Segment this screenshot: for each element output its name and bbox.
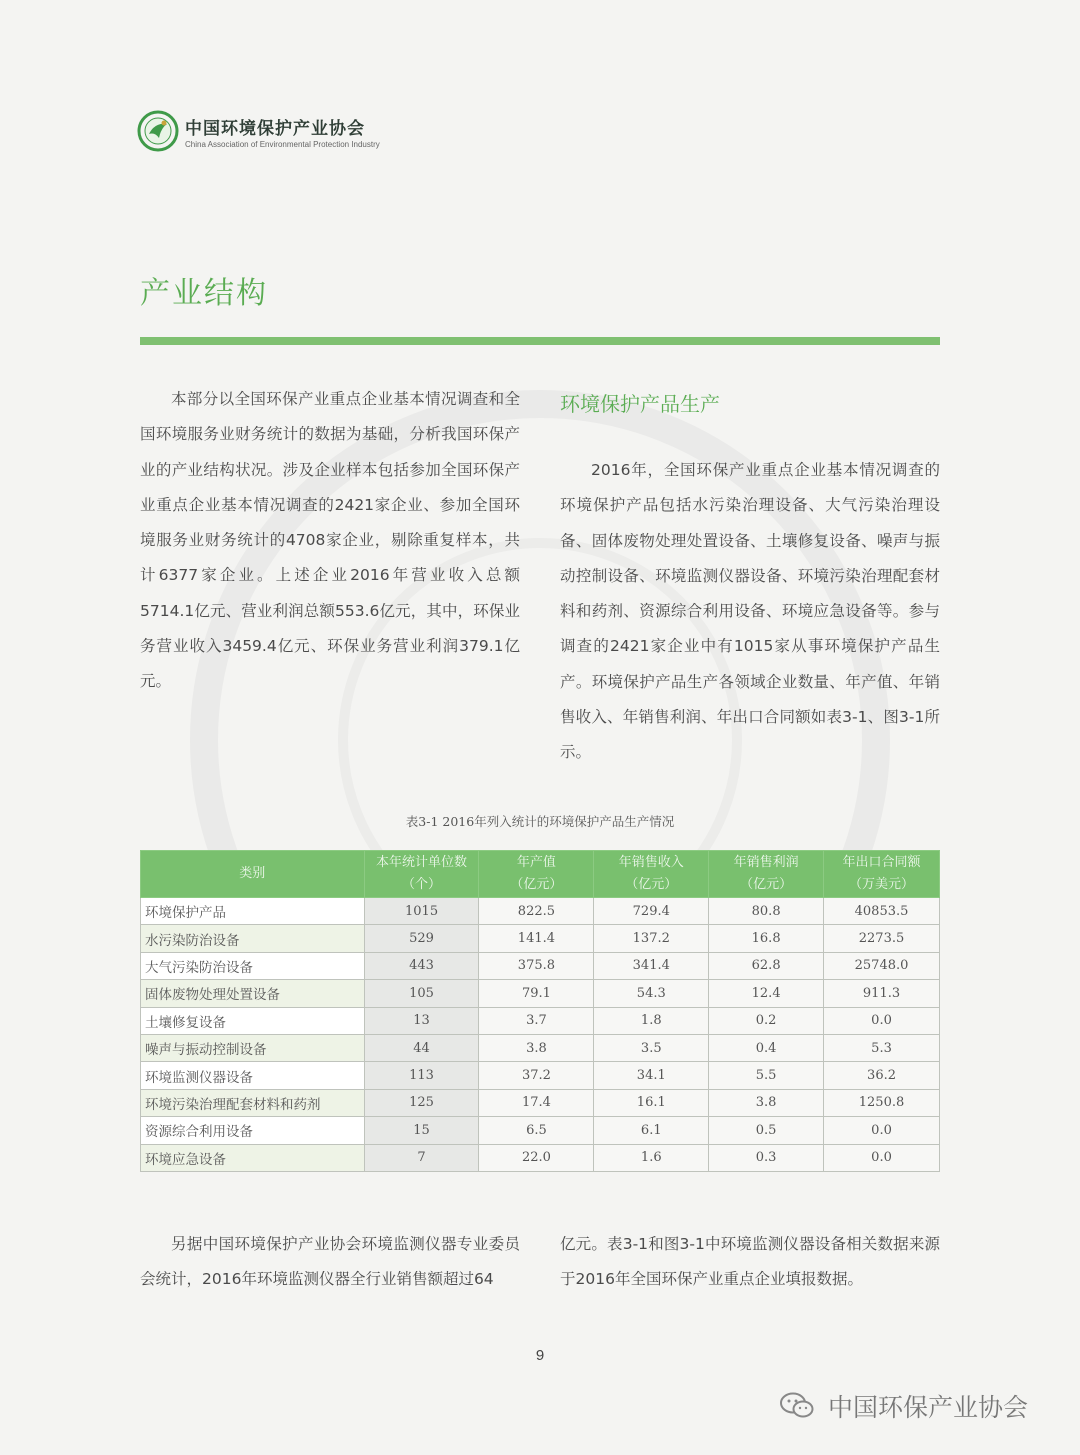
table-cell-value: 16.1 — [594, 1089, 709, 1116]
table-cell-category: 土壤修复设备 — [141, 1007, 365, 1034]
table-cell-value: 37.2 — [479, 1062, 594, 1089]
org-emblem-icon — [137, 110, 179, 152]
table-cell-category: 环境监测仪器设备 — [141, 1062, 365, 1089]
table-cell-value: 79.1 — [479, 980, 594, 1007]
table-cell-category: 噪声与振动控制设备 — [141, 1034, 365, 1061]
section-title: 产业结构 — [140, 276, 268, 311]
table-cell-category: 水污染防治设备 — [141, 925, 365, 952]
table-cell-value: 911.3 — [824, 980, 940, 1007]
table-cell-value: 80.8 — [709, 898, 824, 925]
table-cell-value: 822.5 — [479, 898, 594, 925]
table-cell-value: 3.8 — [479, 1034, 594, 1061]
table-cell-value: 22.0 — [479, 1144, 594, 1171]
table-cell-value: 6.1 — [594, 1117, 709, 1144]
table-cell-category: 环境保护产品 — [141, 898, 365, 925]
header-sales-revenue: 年销售收入 （亿元） — [594, 851, 709, 898]
table-cell-value: 1015 — [364, 898, 479, 925]
table-row — [141, 898, 940, 925]
table-cell-value: 375.8 — [479, 952, 594, 979]
table-cell-value: 34.1 — [594, 1062, 709, 1089]
wechat-icon — [780, 1392, 814, 1420]
table-cell-value: 6.5 — [479, 1117, 594, 1144]
table-cell-value: 1.8 — [594, 1007, 709, 1034]
table-cell-value: 5.5 — [709, 1062, 824, 1089]
table-cell-value: 13 — [364, 1007, 479, 1034]
header-category: 类别 — [141, 851, 365, 898]
table-cell-value: 44 — [364, 1034, 479, 1061]
subsection-paragraph: 2016年，全国环保产业重点企业基本情况调查的环境保护产品包括水污染治理设备、大气污染治理设备、固体废物处理处置设备、土壤修复设备、噪声与振动控制设备、环境监测仪器设备、环境污染治理配套材料和药剂、资源综合利用设备、环境应急设备等。参与调查的2421家企业中有1015家从事环境保护产品生产。环境保护产品生产各领域企业数量、年产值、年销售收入、年销售利润、年出口合同额如表3-1、图3-1所示。 — [560, 461, 940, 762]
section-divider — [140, 337, 940, 345]
header-unit-count: 本年统计单位数 （个） — [364, 851, 479, 898]
table-cell-value: 2273.5 — [824, 925, 940, 952]
wechat-account-name: 中国环保产业协会 — [828, 1393, 1029, 1422]
table-cell-value: 0.2 — [709, 1007, 824, 1034]
table-cell-category: 环境污染治理配套材料和药剂 — [141, 1089, 365, 1116]
table-row — [141, 1089, 940, 1116]
org-logo — [137, 110, 380, 152]
table-cell-value: 0.4 — [709, 1034, 824, 1061]
table-cell-value: 3.8 — [709, 1089, 824, 1116]
table-header-row — [141, 851, 940, 898]
table-cell-value: 141.4 — [479, 925, 594, 952]
table-row — [141, 1007, 940, 1034]
table-cell-value: 5.3 — [824, 1034, 940, 1061]
page-number: 9 — [535, 1347, 545, 1364]
table-cell-value: 1.6 — [594, 1144, 709, 1171]
table-row — [141, 952, 940, 979]
table-cell-value: 7 — [364, 1144, 479, 1171]
table-row — [141, 1062, 940, 1089]
table-cell-value: 12.4 — [709, 980, 824, 1007]
closing-paragraph-left: 另据中国环境保护产业协会环境监测仪器专业委员会统计，2016年环境监测仪器全行业销售额超过64 — [140, 1235, 520, 1289]
table-cell-value: 113 — [364, 1062, 479, 1089]
table-cell-category: 环境应急设备 — [141, 1144, 365, 1171]
intro-paragraph: 本部分以全国环保产业重点企业基本情况调查和全国环境服务业财务统计的数据为基础，分析我国环保产业的产业结构状况。涉及企业样本包括参加全国环保产业重点企业基本情况调查的2421家企业、参加全国环境服务业财务统计的4708家企业，剔除重复样本，共计6377家企业。上述企业2016年营业收入总额5714.1亿元、营业利润总额553.6亿元，其中，环保业务营业收入3459.4亿元、环保业务营业利润379.1亿元。 — [140, 390, 520, 691]
org-name-en: China Association of Environmental Protection Industry — [185, 139, 380, 149]
wechat-watermark — [780, 1388, 1028, 1424]
table-cell-value: 0.0 — [824, 1007, 940, 1034]
table-cell-value: 529 — [364, 925, 479, 952]
table-cell-category: 固体废物处理处置设备 — [141, 980, 365, 1007]
table-cell-category: 大气污染防治设备 — [141, 952, 365, 979]
subsection-title: 环境保护产品生产 — [560, 392, 720, 416]
table-cell-value: 0.5 — [709, 1117, 824, 1144]
table-cell-value: 105 — [364, 980, 479, 1007]
table-cell-value: 443 — [364, 952, 479, 979]
table-row — [141, 1034, 940, 1061]
table-cell-value: 16.8 — [709, 925, 824, 952]
table-cell-value: 125 — [364, 1089, 479, 1116]
table-cell-value: 1250.8 — [824, 1089, 940, 1116]
table-cell-value: 729.4 — [594, 898, 709, 925]
header-export-contract: 年出口合同额 （万美元） — [824, 851, 940, 898]
header-sales-profit: 年销售利润 （亿元） — [709, 851, 824, 898]
table-cell-value: 137.2 — [594, 925, 709, 952]
header-output-value: 年产值 （亿元） — [479, 851, 594, 898]
org-name-cn: 中国环境保护产业协会 — [185, 118, 365, 139]
table-cell-value: 0.0 — [824, 1117, 940, 1144]
table-cell-value: 25748.0 — [824, 952, 940, 979]
table-row — [141, 1117, 940, 1144]
table-row — [141, 925, 940, 952]
table-row — [141, 1144, 940, 1171]
table-cell-value: 341.4 — [594, 952, 709, 979]
table-cell-value: 17.4 — [479, 1089, 594, 1116]
table-cell-value: 3.5 — [594, 1034, 709, 1061]
table-cell-value: 54.3 — [594, 980, 709, 1007]
table-cell-value: 40853.5 — [824, 898, 940, 925]
product-production-table — [140, 850, 940, 1172]
table-row — [141, 980, 940, 1007]
table-caption: 表3-1 2016年列入统计的环境保护产品生产情况 — [405, 814, 675, 829]
table-cell-value: 62.8 — [709, 952, 824, 979]
table-cell-value: 36.2 — [824, 1062, 940, 1089]
table-cell-value: 3.7 — [479, 1007, 594, 1034]
table-cell-value: 0.3 — [709, 1144, 824, 1171]
table-cell-value: 15 — [364, 1117, 479, 1144]
table-cell-category: 资源综合利用设备 — [141, 1117, 365, 1144]
table-cell-value: 0.0 — [824, 1144, 940, 1171]
closing-paragraph-right: 亿元。表3-1和图3-1中环境监测仪器设备相关数据来源于2016年全国环保产业重点企业填报数据。 — [560, 1235, 940, 1289]
